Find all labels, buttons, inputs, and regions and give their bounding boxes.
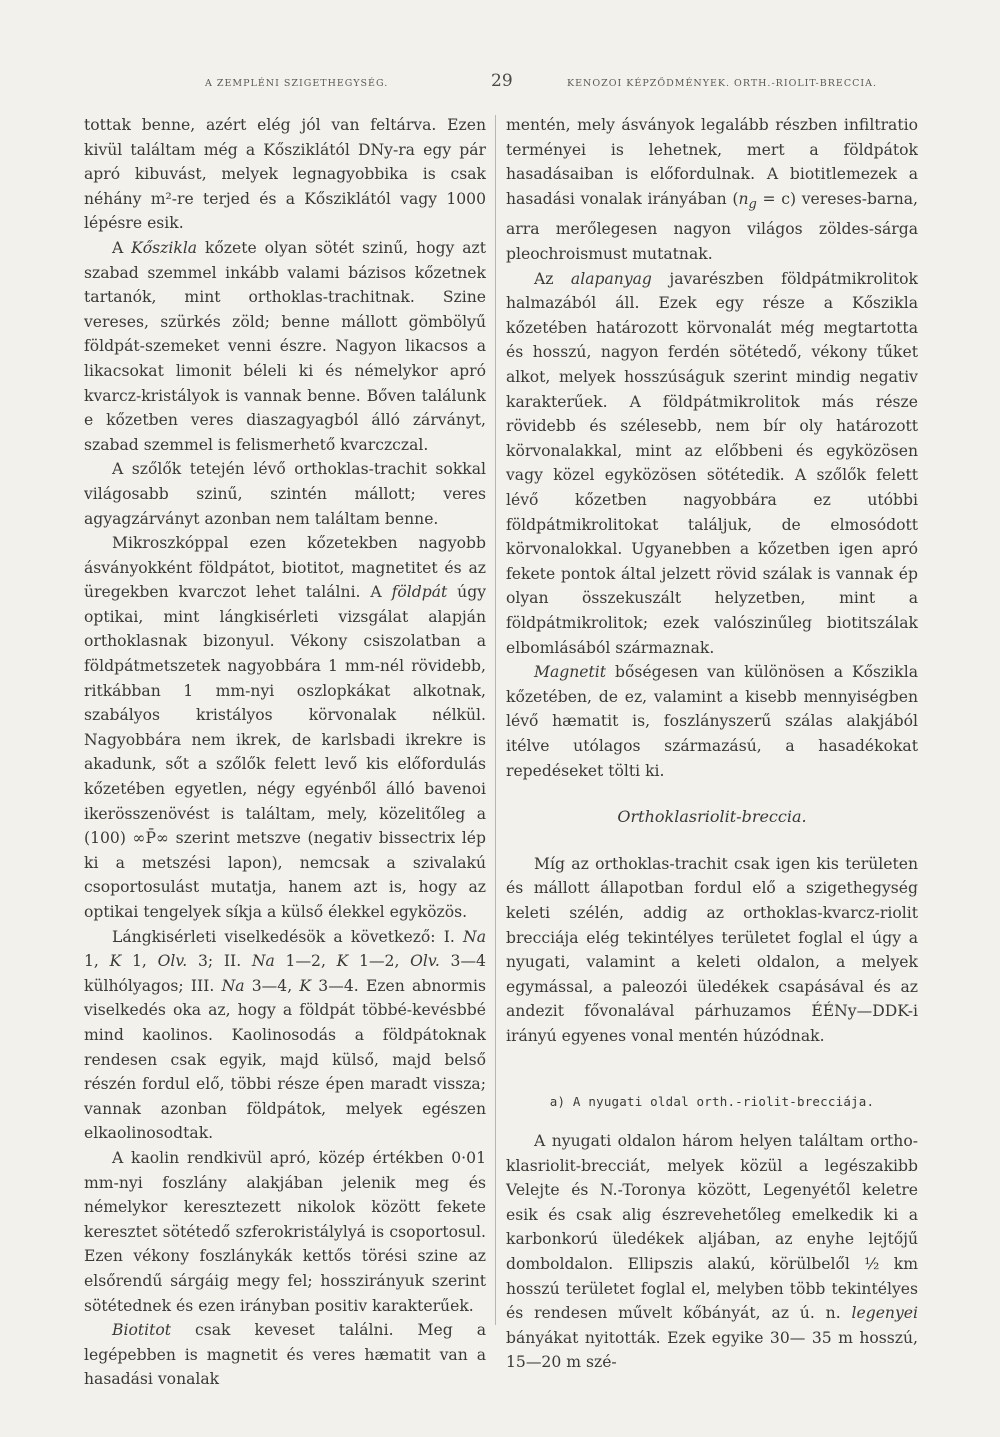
column-divider [495, 115, 496, 1325]
subsection-title: a) A nyugati oldal orth.-riolit-brecciája. [549, 1094, 875, 1110]
left-column [84, 113, 486, 1392]
emphasis: alapanyag [570, 269, 652, 288]
paragraph: Lángkisérleti viselkedésök a következő: I. Na 1, K 1, Olv. 3; II. Na 1—2, K 1—2, Olv. 3—4 külhólyagos; III. Na 3—4, K 3—4. Ezen abnormis viselkedés oka az, hogy a földpát többé-kevésbbé mind kaolinos. Kaolinosodás a földpátoknak rendesen csak egyik, majd külső, majd belső részén fordul elő, többi része épen maradt vissza; vannak azonban földpátok, melyek egészen elkaolinosodtak. [84, 927, 487, 1143]
paragraph: A kaolin rendkivül apró, közép értékben 0·01 mm-nyi foszlány alakjában jelenik meg és némelykor keresztezett nikolok között fekete keresztet sötétedő szferokristálylyá is csoportosul. Ezen vékony foszlánykák kettős törési szine az elsőrendű sárgáig megy fel; hosszirányuk szerint sötétednek és ezen irányban positiv karakterűek. [84, 1148, 486, 1315]
header-right: KENOZOI KÉPZŐDMÉNYEK. ORTH.-RIOLIT-BRECCIA. [567, 78, 877, 89]
paragraph: Biotitot csak keveset találni. Meg a legépebben is magnetit és veres hæmatit van a hasadási vonalak [84, 1321, 486, 1389]
section-title: Orthoklasriolit-breccia. [617, 807, 807, 827]
paragraph: A szőlők tetején lévő orthoklas-trachit sokkal világosabb szinű, szintén mállott; veres agyagzárványt azonban nem találtam benne. [84, 460, 486, 528]
paragraph: tottak benne, azért elég jól van feltárva. Ezen kivül találtam még a Kősziklától DNy-ra egy pár apró kibuvást, melyek legnagyobbika is csak néhány m²-re terjed és a Kősziklától vagy 1000 lépésre esik. [84, 116, 486, 233]
paragraph: Mikroszkóppal ezen kőzetekben nagyobb ásványokként földpátot, biotitot, magnetitet és az üregekben kvarczot lehet találni. A földpát úgy optikai, mint lángkisérleti vizsgálat alapján orthoklasnak bizonyul. Vékony csiszolatban a földpátmetszetek nagyobbára 1 mm-nél rövidebb, ritkábban 1 mm-nyi oszlopkákat alkotnak, szabályos kristályos körvonalak nélkül. Nagyobbára nem ikrek, de karlsbadi ikrekre is akadunk, sőt a szőlők felett levő kis előfordulás kőzetében egyetlen, négy egyénből álló bavenoi ikerösszenövést is találtam, mely, közelitőleg a (100) ∞P̄∞ szerint metszve (negativ bissectrix lép ki a metszési lapon), nemcsak a szivalakú csoportosulást mutatja, hanem azt is, hogy az optikai tengelyek síkja a külső élekkel egyközös. [84, 534, 486, 921]
page-number: 29 [491, 71, 513, 91]
paragraph: A nyugati oldalon három helyen találtam ortho-klasriolit-brecciát, melyek közül a legészakibb Velejte és N.-Toronya között, Legenyétől keletre esik és csak alig észrevehetőleg emelkedik ki a karbonkorú üledékek aljában, az enyhe lejtőjű domboldalon. Ellipszis alakú, körülbelől ½ km hosszú területet foglal el, melyben több tekintélyes és rendesen művelt kőbányát, az ú. n. legenyei bányákat nyitották. Ezek egyike 30— 35 m hosszú, 15—20 m szé- [506, 1132, 918, 1372]
paragraph: Az alapanyag javarészben földpátmikrolitok halmazából áll. Ezek egy része a Kőszikla kőzetében határozott körvonalát még megtartotta és hosszú, nagyon ferdén sötétedő, vékony tűket alkot, melyek hosszúságuk szerint mindig negativ karakterűek. A földpátmikrolitok más része rövidebb és szélesebb, nem bír oly határozott körvonalakkal, mint az előbbeni és egyközösen vagy közel egyközösen sötétedik. A szőlők felett lévő kőzetben nagyobbára ez utóbbi földpátmikrolitokat találjuk, de elmosódott körvonalokkal. Ugyanebben a kőzetben igen apró fekete pontok által jelzett rövid szálak is vannak ép olyan összekuszált helyzetben, mint a földpátmikrolitok; ezek valószinűleg biotitszálak elbomlásából származnak. [506, 269, 919, 657]
header-left: A ZEMPLÉNI SZIGETHEGYSÉG. [205, 78, 389, 89]
paragraph: mentén, mely ásványok legalább részben infiltratio terményei is lehetnek, mert a földpátok hasadásaiban is előfordulnak. A biotitlemezek a hasadási vonalak irányában $(n_g = c)$ vereses-barna, arra merőlegesen nagyon világos zöldes-sárga pleochroismust mutatnak. [506, 116, 918, 264]
emphasis: legenyei [851, 1304, 918, 1323]
paragraph: Magnetit bőségesen van különösen a Kőszikla kőzetében, de ez, valamint a kisebb mennyiségben lévő hæmatit is, foszlányszerű szálas alakjából itélve utólagos származású, a hasadékokat repedéseket tölti ki. [506, 663, 918, 780]
right-column [506, 113, 918, 1375]
emphasis: Biotitot [112, 1321, 172, 1340]
emphasis: földpát [391, 583, 448, 602]
emphasis: Kőszikla [131, 238, 198, 257]
paragraph: Míg az orthoklas-trachit csak igen kis területen és mállott állapotban fordul elő a szigethegység keleti szélén, addig az orthoklas-kvarcz-riolit brecciája elég tekintélyes területet foglal el úgy a nyugati, valamint a keleti oldalon, a melyek egymással, a paleozói üledékek csapásával és az andezit fővonalával párhuzamos ÉÉNy—DDK-i irányú egyenes vonal mentén húzódnak. [506, 854, 918, 1045]
paragraph: A Kőszikla kőzete olyan sötét szinű, hogy azt szabad szemmel inkább valami bázisos kőzetnek tartanók, mint orthoklas-trachitnak. Szine vereses, szürkés zöld; benne mállott gömbölyű földpát-szemeket venni észre. Nagyon likacsos a likacsokat limonit béleli ki és némelykor apró kvarcz-kristályok is vannak benne. Bőven találunk e kőzetben veres diaszagyagból álló zárványt, szabad szemmel is felismerhető kvarczczal. [84, 238, 486, 454]
emphasis: Magnetit [534, 663, 607, 682]
